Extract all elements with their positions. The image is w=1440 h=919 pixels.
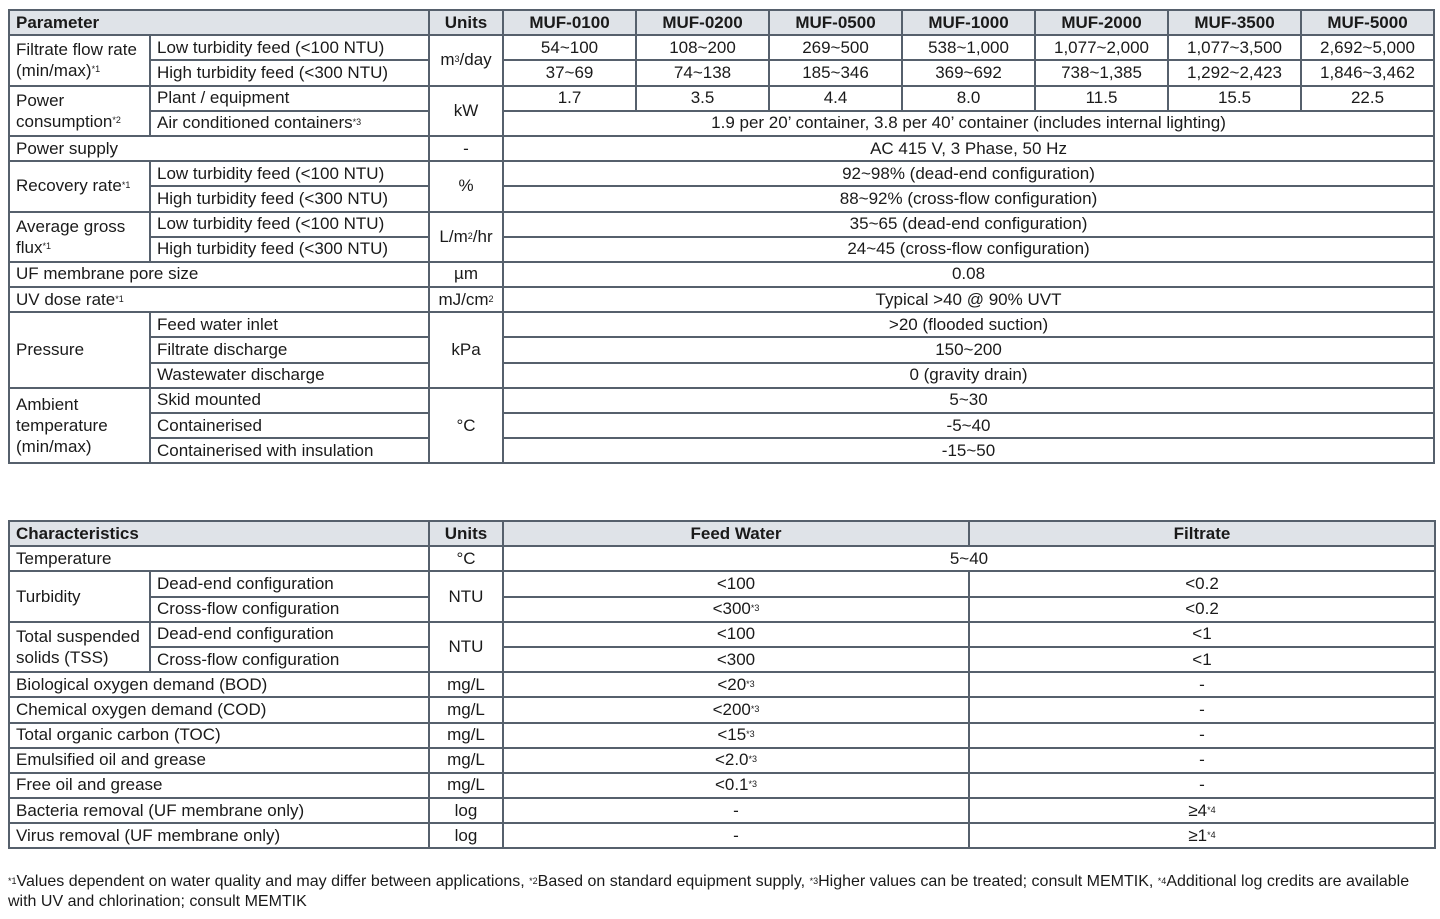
value-cell: AC 415 V, 3 Phase, 50 Hz: [503, 136, 1434, 161]
table-row: [9, 798, 1435, 823]
footnote-text: Values dependent on water quality and may differ between applications,: [16, 873, 530, 890]
value-cell: 369~692: [902, 60, 1035, 85]
row-label: UF membrane pore size: [9, 262, 429, 287]
value-cell: 185~346: [769, 60, 902, 85]
model-header: MUF-0500: [769, 10, 902, 35]
units-header: Units: [429, 10, 503, 35]
unit-cell: $m^3$/day: [429, 35, 503, 85]
table-row: [9, 212, 1434, 237]
characteristics-table: [8, 520, 1436, 849]
row-sublabel: Low turbidity feed (<100 NTU): [150, 161, 429, 186]
value-cell: 108~200: [636, 35, 769, 60]
table-row: [9, 388, 1434, 413]
unit-cell: mg/L: [429, 723, 503, 748]
value-cell: 37~69: [503, 60, 636, 85]
footnotes: [8, 872, 1428, 912]
value-cell: 1,077~3,500: [1168, 35, 1301, 60]
unit-cell: °C: [429, 388, 503, 464]
unit-cell: $mJ/cm^2$: [429, 287, 503, 312]
footnote-mark: *2: [529, 876, 538, 886]
power-consumption-label: Power consumption$^{*2}$: [9, 86, 150, 136]
value-cell: 15.5: [1168, 86, 1301, 111]
parameter-header: Parameter: [9, 10, 429, 35]
filtrate-value-cell: $\ge 4^{*4}$: [969, 798, 1435, 823]
value-cell: 1,292~2,423: [1168, 60, 1301, 85]
row-sublabel: High turbidity feed (<300 NTU): [150, 60, 429, 85]
recovery-rate-label: Recovery rate$^{*1}$: [9, 161, 150, 211]
value-cell: 92~98% (dead-end configuration): [503, 161, 1434, 186]
value-cell: 0 (gravity drain): [503, 363, 1434, 388]
table-row: [9, 723, 1435, 748]
value-cell: 11.5: [1035, 86, 1168, 111]
unit-cell: log: [429, 798, 503, 823]
table-row: [9, 262, 1434, 287]
value-cell: 150~200: [503, 337, 1434, 362]
unit-cell: %: [429, 161, 503, 211]
table-row: [9, 546, 1435, 571]
value-cell: 0.08: [503, 262, 1434, 287]
filtrate-value-cell: <0.2: [969, 571, 1435, 596]
footnote-text: Higher values can be treated; consult MEMTIK,: [818, 873, 1158, 890]
feed-value-cell: <300: [503, 647, 969, 672]
row-sublabel: Skid mounted: [150, 388, 429, 413]
table-row: [9, 697, 1435, 722]
table-row: [9, 337, 1434, 362]
row-sublabel: Plant / equipment: [150, 86, 429, 111]
value-cell: 538~1,000: [902, 35, 1035, 60]
unit-cell: NTU: [429, 622, 503, 672]
table-row: [9, 237, 1434, 262]
table-row: [9, 312, 1434, 337]
value-cell: 5~30: [503, 388, 1434, 413]
value-cell: 738~1,385: [1035, 60, 1168, 85]
feed-value-cell: $<300^{*3}$: [503, 597, 969, 622]
row-label: Emulsified oil and grease: [9, 748, 429, 773]
value-cell: 54~100: [503, 35, 636, 60]
row-label: Virus removal (UF membrane only): [9, 823, 429, 848]
feed-water-header: Feed Water: [503, 521, 969, 546]
table-row: [9, 438, 1434, 463]
model-header: MUF-2000: [1035, 10, 1168, 35]
value-cell: 1,077~2,000: [1035, 35, 1168, 60]
row-label: Temperature: [9, 546, 429, 571]
row-sublabel: Containerised: [150, 413, 429, 438]
table-row: [9, 647, 1435, 672]
value-cell: 88~92% (cross-flow configuration): [503, 186, 1434, 211]
row-sublabel: Low turbidity feed (<100 NTU): [150, 35, 429, 60]
unit-cell: mg/L: [429, 748, 503, 773]
model-header: MUF-0200: [636, 10, 769, 35]
table-row: [9, 748, 1435, 773]
value-cell: 8.0: [902, 86, 1035, 111]
value-cell: 4.4: [769, 86, 902, 111]
filtrate-header: Filtrate: [969, 521, 1435, 546]
table-row: [9, 672, 1435, 697]
model-header: MUF-3500: [1168, 10, 1301, 35]
row-sublabel: High turbidity feed (<300 NTU): [150, 186, 429, 211]
gross-flux-label: Average gross flux$^{*1}$: [9, 212, 150, 262]
table-row: [9, 111, 1434, 136]
feed-value-cell: $<200^{*3}$: [503, 697, 969, 722]
model-header: MUF-5000: [1301, 10, 1434, 35]
row-label: Biological oxygen demand (BOD): [9, 672, 429, 697]
table-row: [9, 136, 1434, 161]
value-cell: 35~65 (dead-end configuration): [503, 212, 1434, 237]
footnote-mark: *3: [809, 876, 819, 886]
filtrate-value-cell: -: [969, 773, 1435, 798]
unit-cell: $L/m^2/hr$: [429, 212, 503, 262]
table-row: [9, 773, 1435, 798]
value-cell: Typical >40 @ 90% UVT: [503, 287, 1434, 312]
unit-cell: log: [429, 823, 503, 848]
model-header: MUF-0100: [503, 10, 636, 35]
value-cell: 1,846~3,462: [1301, 60, 1434, 85]
table-row: [9, 161, 1434, 186]
footnote-mark: *1: [8, 876, 17, 886]
row-label: Free oil and grease: [9, 773, 429, 798]
table-row: [9, 363, 1434, 388]
table-row: [9, 186, 1434, 211]
characteristics-header-row: [9, 521, 1435, 546]
row-sublabel: Low turbidity feed (<100 NTU): [150, 212, 429, 237]
unit-cell: kW: [429, 86, 503, 136]
row-sublabel: Dead-end configuration: [150, 622, 429, 647]
turbidity-label: Turbidity: [9, 571, 150, 621]
value-cell: 22.5: [1301, 86, 1434, 111]
unit-cell: mg/L: [429, 773, 503, 798]
filtrate-value-cell: -: [969, 672, 1435, 697]
row-sublabel: Air conditioned containers$^{*3}$: [150, 111, 429, 136]
value-cell: >20 (flooded suction): [503, 312, 1434, 337]
footnote-mark: *4: [1157, 876, 1167, 886]
filtrate-value-cell: -: [969, 723, 1435, 748]
unit-cell: mg/L: [429, 697, 503, 722]
model-header: MUF-1000: [902, 10, 1035, 35]
row-label: Total organic carbon (TOC): [9, 723, 429, 748]
feed-value-cell: $<0.1^{*3}$: [503, 773, 969, 798]
footnote-text: Based on standard equipment supply,: [537, 873, 810, 890]
value-cell: -5~40: [503, 413, 1434, 438]
table-row: [9, 823, 1435, 848]
row-label: Bacteria removal (UF membrane only): [9, 798, 429, 823]
filtrate-value-cell: $\ge 1^{*4}$: [969, 823, 1435, 848]
filtrate-value-cell: <0.2: [969, 597, 1435, 622]
ambient-temperature-label: Ambient temperature (min/max): [9, 388, 150, 464]
filtrate-value-cell: <1: [969, 622, 1435, 647]
unit-cell: kPa: [429, 312, 503, 388]
value-cell: 2,692~5,000: [1301, 35, 1434, 60]
row-sublabel: High turbidity feed (<300 NTU): [150, 237, 429, 262]
row-label: Chemical oxygen demand (COD): [9, 697, 429, 722]
table-row: [9, 35, 1434, 60]
parameters-table: [8, 9, 1435, 464]
row-sublabel: Cross-flow configuration: [150, 647, 429, 672]
row-sublabel: Dead-end configuration: [150, 571, 429, 596]
row-sublabel: Filtrate discharge: [150, 337, 429, 362]
unit-cell: °C: [429, 546, 503, 571]
feed-value-cell: -: [503, 798, 969, 823]
table-row: [9, 622, 1435, 647]
value-cell: 3.5: [636, 86, 769, 111]
pressure-label: Pressure: [9, 312, 150, 388]
row-label: UV dose rate$^{*1}$: [9, 287, 429, 312]
feed-value-cell: <100: [503, 622, 969, 647]
unit-cell: mg/L: [429, 672, 503, 697]
filtrate-value-cell: -: [969, 697, 1435, 722]
feed-value-cell: <100: [503, 571, 969, 596]
row-label: Power supply: [9, 136, 429, 161]
table-row: [9, 413, 1434, 438]
filtrate-value-cell: -: [969, 748, 1435, 773]
feed-value-cell: $<15^{*3}$: [503, 723, 969, 748]
feed-value-cell: $<20^{*3}$: [503, 672, 969, 697]
value-cell: 1.7: [503, 86, 636, 111]
row-sublabel: Cross-flow configuration: [150, 597, 429, 622]
table-row: [9, 287, 1434, 312]
filtrate-flow-label: Filtrate flow rate $(\min/\max)^{*1}$: [9, 35, 150, 85]
parameters-header-row: [9, 10, 1434, 35]
row-sublabel: Feed water inlet: [150, 312, 429, 337]
table-row: [9, 571, 1435, 596]
table-row: [9, 597, 1435, 622]
table-row: [9, 86, 1434, 111]
row-sublabel: Containerised with insulation: [150, 438, 429, 463]
value-cell: 1.9 per 20’ container, 3.8 per 40’ container (includes internal lighting): [503, 111, 1434, 136]
row-sublabel: Wastewater discharge: [150, 363, 429, 388]
units-header: Units: [429, 521, 503, 546]
table-row: [9, 60, 1434, 85]
feed-value-cell: -: [503, 823, 969, 848]
unit-cell: µm: [429, 262, 503, 287]
unit-cell: NTU: [429, 571, 503, 621]
tss-label: Total suspended solids (TSS): [9, 622, 150, 672]
value-cell: 5~40: [503, 546, 1435, 571]
filtrate-value-cell: <1: [969, 647, 1435, 672]
characteristics-header: Characteristics: [9, 521, 429, 546]
value-cell: -15~50: [503, 438, 1434, 463]
value-cell: 74~138: [636, 60, 769, 85]
footnote-text: Additional log credits are available with UV and chlorination; consult MEMTIK: [8, 873, 1410, 910]
value-cell: 24~45 (cross-flow configuration): [503, 237, 1434, 262]
unit-cell: -: [429, 136, 503, 161]
value-cell: 269~500: [769, 35, 902, 60]
feed-value-cell: $<2.0^{*3}$: [503, 748, 969, 773]
